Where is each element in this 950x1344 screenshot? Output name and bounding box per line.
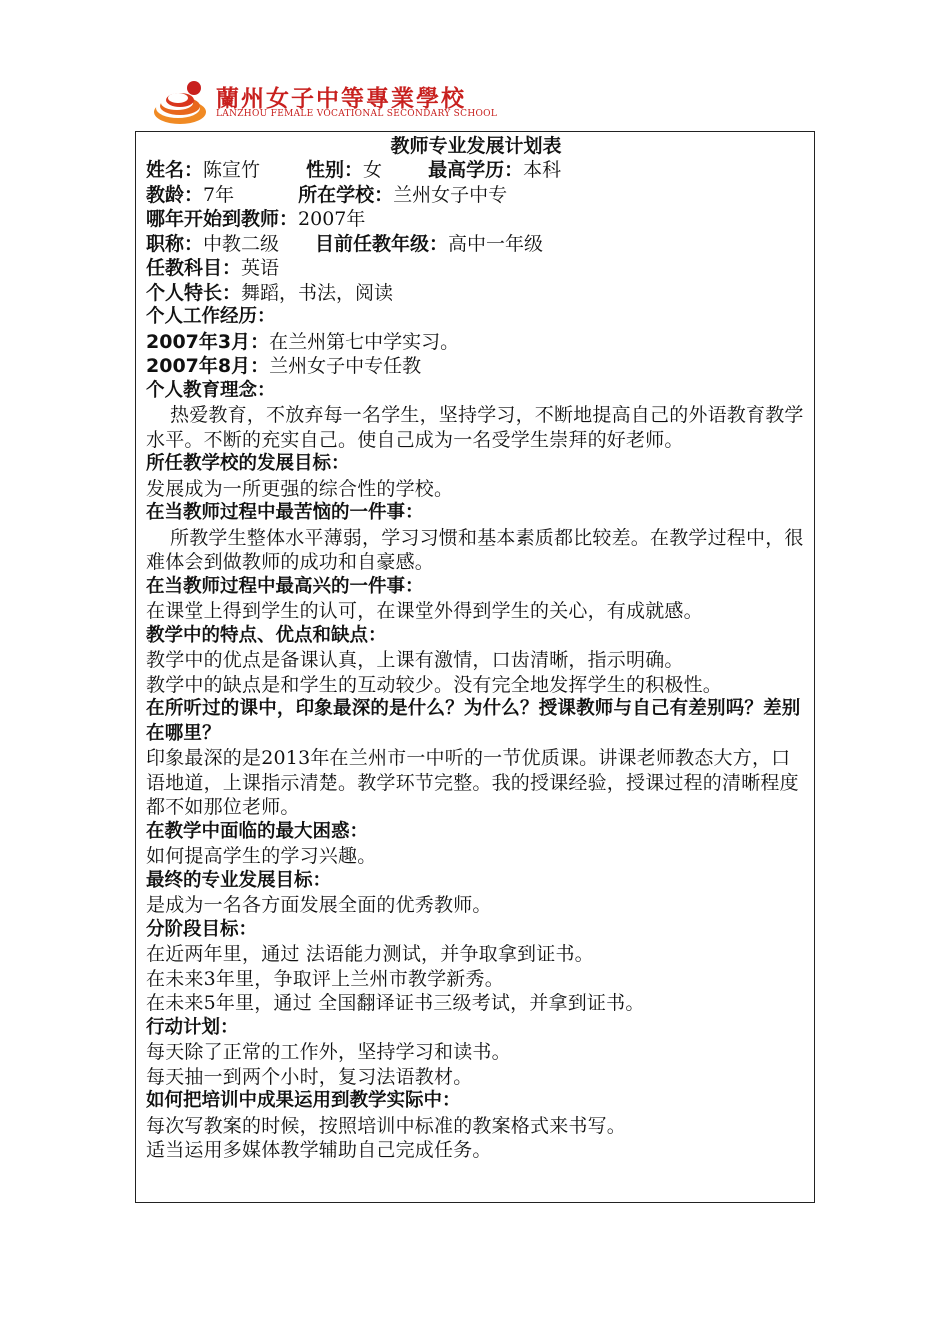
start-value: 2007年 (298, 208, 366, 230)
impress-heading: 在所听过的课中，印象最深的是什么？为什么？授课教师与自己有差别吗？差别在哪里？ (146, 698, 801, 744)
start-label: 哪年开始到教师： (146, 208, 299, 230)
features-heading: 教学中的特点、优点和缺点： (146, 624, 387, 646)
row-age (146, 183, 806, 208)
stage-item-2: 在未来3年里，争取评上兰州市教学新秀。 (146, 967, 504, 990)
gender-value: 女 (363, 159, 383, 181)
title-value: 中教二级 (203, 232, 280, 255)
age-label: 教龄： (146, 183, 204, 206)
title-label: 职称： (146, 232, 204, 255)
strength-text: 教学中的优点是备课认真，上课有激情，口齿清晰，指示明确。 (146, 649, 684, 671)
school-name-chinese: 蘭州女子中等專業學校 (216, 85, 466, 112)
exp1-value: 在兰州第七中学实习。 (269, 330, 460, 353)
happy-text: 在课堂上得到学生的认可，在课堂外得到学生的关心，有成就感。 (146, 600, 703, 622)
row-title (146, 232, 806, 257)
school-name-english: LANZHOU FEMALE VOCATIONAL SECONDARY SCHOOL (216, 109, 498, 119)
name-label: 姓名： (146, 159, 204, 181)
gender-label: 性别： (306, 159, 364, 181)
row-name (146, 158, 806, 183)
happy-heading: 在当教师过程中最高兴的一件事： (146, 575, 424, 597)
age-value: 7年 (203, 183, 235, 206)
row-start (146, 207, 806, 232)
difficulty-text: 如何提高学生的学习兴趣。 (146, 845, 377, 867)
school-goal-text: 发展成为一所更强的综合性的学校。 (146, 477, 454, 500)
difficulty-heading: 在教学中面临的最大困惑： (146, 820, 369, 842)
subject-label: 任教科目： (146, 257, 242, 279)
subject-value: 英语 (241, 257, 280, 279)
exp2-label: 2007年8月： (146, 355, 270, 377)
stage-item-3: 在未来5年里，通过 全国翻译证书三级考试，并拿到证书。 (146, 992, 645, 1014)
worry-heading: 在当教师过程中最苦恼的一件事： (146, 502, 424, 523)
talent-value: 舞蹈，书法，阅读 (241, 281, 394, 304)
philosophy-heading: 个人教育理念： (146, 379, 276, 401)
stage-heading: 分阶段目标： (146, 918, 258, 940)
degree-label: 最高学历： (428, 159, 524, 181)
degree-value: 本科 (523, 159, 562, 181)
school-label: 所在学校： (298, 183, 394, 206)
row-talent (146, 281, 806, 306)
grade-value: 高中一年级 (448, 232, 544, 255)
exp2-value: 兰州女子中专任教 (269, 355, 422, 377)
plan-form-box (135, 131, 815, 1203)
final-goal-heading: 最终的专业发展目标： (146, 869, 332, 891)
apply-item-1: 每次写教案的时候，按照培训中标准的教案格式来书写。 (146, 1114, 627, 1137)
stage-item-1: 在近两年里，通过 法语能力测试，并争取拿到证书。 (146, 943, 594, 965)
plan-item-2: 每天抽一到两个小时，复习法语教材。 (146, 1065, 473, 1088)
name-value: 陈宣竹 (203, 159, 261, 181)
swirl-logo-icon (150, 78, 212, 128)
experience-heading: 个人工作经历： (146, 306, 276, 327)
grade-label: 目前任教年级： (315, 232, 449, 255)
row-subject (146, 256, 806, 281)
impress-text: 印象最深的是2013年在兰州市一中听的一节优质课。讲课老师教态大方，口语地道，上课指示清楚。教学环节完整。我的授课经验，授课过程的清晰程度都不如那位老师。 (146, 747, 799, 818)
experience-item-1 (146, 330, 806, 355)
apply-item-2: 适当运用多媒体教学辅助自己完成任务。 (146, 1139, 492, 1161)
school-logo (150, 78, 498, 128)
plan-item-1: 每天除了正常的工作外，坚持学习和读书。 (146, 1041, 511, 1063)
worry-text: 所教学生整体水平薄弱，学习习惯和基本素质都比较差。在教学过程中，很难体会到做教师的成功和自豪感。 (146, 526, 804, 573)
philosophy-text: 热爱教育，不放弃每一名学生，坚持学习，不断地提高自己的外语教育教学水平。不断的充实自己。使自己成为一名受学生崇拜的好老师。 (146, 404, 804, 451)
talent-label: 个人特长： (146, 281, 242, 304)
experience-item-2 (146, 354, 806, 379)
form-title: 教师专业发展计划表 (390, 135, 562, 157)
school-value: 兰州女子中专 (393, 183, 508, 206)
school-goal-heading: 所任教学校的发展目标： (146, 453, 350, 474)
final-goal-text: 是成为一名各方面发展全面的优秀教师。 (146, 894, 492, 916)
weakness-text: 教学中的缺点是和学生的互动较少。没有完全地发挥学生的积极性。 (146, 673, 723, 696)
apply-heading: 如何把培训中成果运用到教学实际中： (146, 1090, 461, 1111)
exp1-label: 2007年3月： (146, 330, 270, 353)
plan-heading: 行动计划： (146, 1016, 239, 1038)
